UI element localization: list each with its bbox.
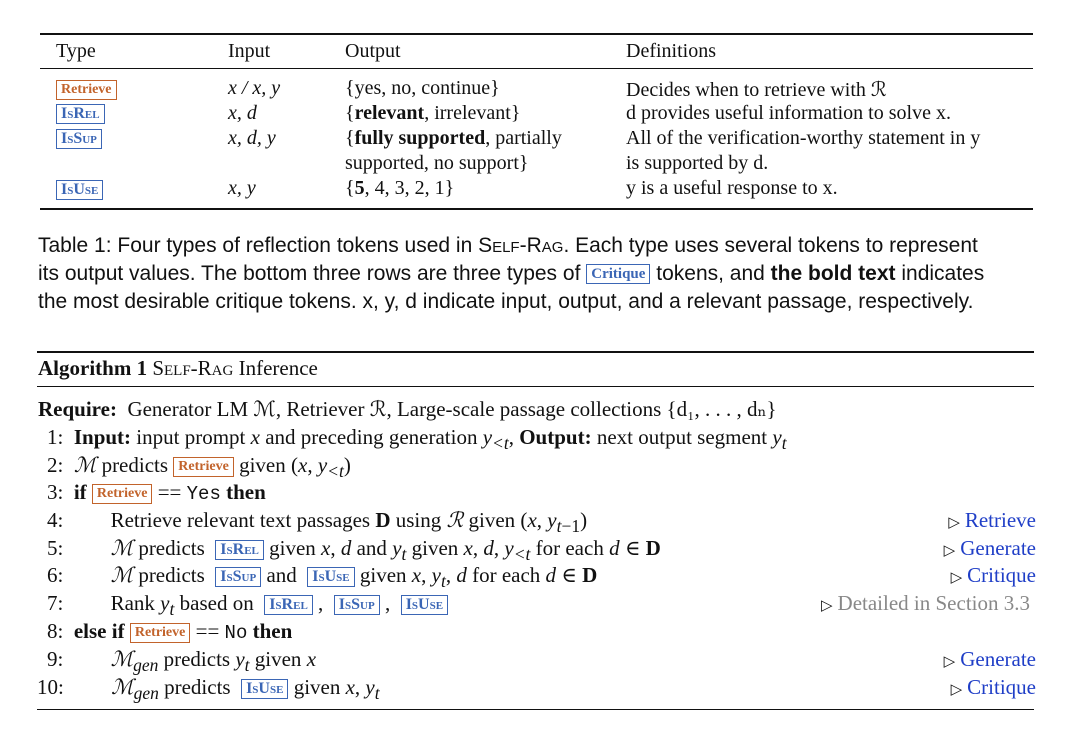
value-no: No xyxy=(224,622,248,644)
issup-token: IsSup xyxy=(56,129,102,149)
caption-text: tokens, and xyxy=(650,262,771,285)
comment-text: Generate xyxy=(960,647,1036,671)
isuse-token: IsUse xyxy=(241,679,288,699)
line-number: 3: xyxy=(47,480,64,504)
selfrag-name: Self-Rag xyxy=(478,234,564,257)
line-number: 9: xyxy=(47,647,64,671)
table-bottom-rule xyxy=(40,208,1033,210)
keyword-then: then xyxy=(252,619,293,643)
line-number: 8: xyxy=(47,619,64,643)
algorithm-bottom-rule xyxy=(37,709,1034,710)
algorithm-selfrag: Self-Rag xyxy=(152,356,234,380)
output-bold: 5 xyxy=(354,177,365,199)
retrieve-token: Retrieve xyxy=(56,80,117,100)
comment-text: Generate xyxy=(960,536,1036,560)
comment-retrieve: ▷ Retrieve xyxy=(948,508,1036,532)
table-row xyxy=(56,80,117,100)
require-label: Require: xyxy=(38,397,117,421)
table-cell-definition: All of the verification-worthy statement in y xyxy=(626,127,981,149)
issup-token: IsSup xyxy=(215,567,261,587)
line-number: 5: xyxy=(47,536,64,560)
isuse-token: IsUse xyxy=(401,595,448,615)
table-caption-line-3: the most desirable critique tokens. x, y, d indicate input, output, and a relevant passage, respectively. xyxy=(38,290,974,313)
retrieve-token: Retrieve xyxy=(130,623,191,643)
isuse-token: IsUse xyxy=(56,180,103,200)
caption-text: . Each type uses several tokens to represent xyxy=(563,234,978,257)
line-number: 6: xyxy=(47,563,64,587)
comment-critique: ▷ Critique xyxy=(950,675,1036,699)
table-caption-line-1 xyxy=(38,234,978,258)
line-number: 10: xyxy=(37,675,64,699)
algorithm-label: Algorithm 1 xyxy=(38,356,148,380)
line-number: 1: xyxy=(47,425,64,449)
line-number: 4: xyxy=(47,508,64,532)
algorithm-line-9: 9: ℳ$_{gen}$ predicts $y_t$ given x xyxy=(47,647,317,676)
algorithm-line-8: 8: else if Retrieve == No then xyxy=(47,619,293,644)
table-header-definitions: Definitions xyxy=(626,40,716,62)
table-row xyxy=(56,129,102,149)
retrieve-token: Retrieve xyxy=(92,484,153,504)
table-cell-definition: Decides when to retrieve with ℛ xyxy=(626,79,887,101)
table-cell-output: {5, 4, 3, 2, 1} xyxy=(345,177,455,199)
line-number: 2: xyxy=(47,453,64,477)
isrel-token: IsRel xyxy=(264,595,313,615)
algorithm-title xyxy=(38,356,318,381)
table-cell-definition: y is a useful response to x. xyxy=(626,177,838,199)
algorithm-line-1: 1: Input: input prompt x and preceding generation $y_{<t}$, Output: next output segment $y_t$ xyxy=(47,425,787,454)
table-cell-output: {relevant, irrelevant} xyxy=(345,102,521,124)
comment-detailed: ▷ Detailed in Section 3.3 xyxy=(820,591,1030,615)
comment-text: Critique xyxy=(967,563,1036,587)
comment-text: Critique xyxy=(967,675,1036,699)
table-header-rule xyxy=(40,68,1033,69)
algorithm-require xyxy=(38,397,777,422)
caption-text: indicates xyxy=(895,262,985,285)
table-header-type: Type xyxy=(56,40,96,62)
algorithm-line-6: 6: ℳ predicts IsSup and IsUse given x, $y_t$, d for each d ∈ D xyxy=(47,563,598,592)
algorithm-line-4: 4: Retrieve relevant text passages D using ℛ given (x, $y_{t-1}$) xyxy=(47,508,588,537)
issup-token: IsSup xyxy=(334,595,380,615)
output-bold: fully supported xyxy=(354,127,486,149)
isuse-token: IsUse xyxy=(307,567,354,587)
algorithm-line-2: 2: ℳ predicts Retrieve given (x, $y_{<t}$) xyxy=(47,453,351,482)
keyword-if: if xyxy=(73,480,87,504)
table-top-rule xyxy=(40,33,1033,35)
comment-generate: ▷ Generate xyxy=(943,647,1036,671)
table-header-output: Output xyxy=(345,40,401,62)
algorithm-title-rule xyxy=(37,386,1034,387)
table-cell-output-cont: supported, no support} xyxy=(345,152,529,174)
algorithm-title-rest: Inference xyxy=(233,356,318,380)
value-yes: Yes xyxy=(186,483,221,505)
table-cell-definition-cont: is supported by d. xyxy=(626,152,769,174)
output-bold: relevant xyxy=(354,102,425,124)
algorithm-top-rule xyxy=(37,351,1034,353)
algorithm-line-10: 10: ℳ$_{gen}$ predicts IsUse given x, $y_t$ xyxy=(37,675,380,704)
critique-token: Critique xyxy=(586,264,650,284)
caption-text: its output values. The bottom three rows are three types of xyxy=(38,262,587,285)
table-cell-input: x, d xyxy=(228,102,257,124)
caption-bold: the bold text xyxy=(770,262,896,285)
table-cell-input: x, y xyxy=(228,177,256,199)
keyword-input: Input: xyxy=(73,425,132,449)
comment-text: Detailed in Section 3.3 xyxy=(837,591,1030,615)
table-cell-definition: d provides useful information to solve x. xyxy=(626,102,951,124)
table-header-input: Input xyxy=(228,40,271,62)
table-cell-input: x, d, y xyxy=(228,127,276,149)
algorithm-line-3: 3: if Retrieve == Yes then xyxy=(47,480,266,505)
caption-text: Table 1: Four types of reflection tokens used in xyxy=(38,234,479,257)
table-caption-line-2 xyxy=(38,262,984,286)
keyword-then: then xyxy=(226,480,266,504)
table-cell-output: {yes, no, continue} xyxy=(345,77,500,99)
retrieve-token: Retrieve xyxy=(173,457,234,477)
table-cell-input: x / x, y xyxy=(228,77,281,99)
output-rest: partially xyxy=(495,127,562,149)
keyword-output: Output: xyxy=(519,425,592,449)
comment-text: Retrieve xyxy=(964,508,1036,532)
isrel-token: IsRel xyxy=(215,540,264,560)
comment-critique: ▷ Critique xyxy=(950,563,1036,587)
output-rest: irrelevant} xyxy=(434,102,521,124)
isrel-token: IsRel xyxy=(56,104,105,124)
algorithm-line-5: 5: ℳ predicts IsRel given x, d and $y_t$ given x, d, $y_{<t}$ for each d ∈ D xyxy=(47,536,661,565)
line-number: 7: xyxy=(47,591,64,615)
table-row xyxy=(56,180,103,200)
table-cell-output: {fully supported, partially xyxy=(345,127,562,149)
require-text: Generator LM ℳ, Retriever ℛ, Large-scale passage collections {d₁, . . . , dₙ} xyxy=(127,397,777,421)
comment-generate: ▷ Generate xyxy=(943,536,1036,560)
algorithm-line-7: 7: Rank $y_t$ based on IsRel , IsSup , IsUse xyxy=(47,591,448,620)
keyword-else-if: else if xyxy=(73,619,125,643)
output-rest: 4, 3, 2, 1} xyxy=(374,177,455,199)
table-row xyxy=(56,104,105,124)
